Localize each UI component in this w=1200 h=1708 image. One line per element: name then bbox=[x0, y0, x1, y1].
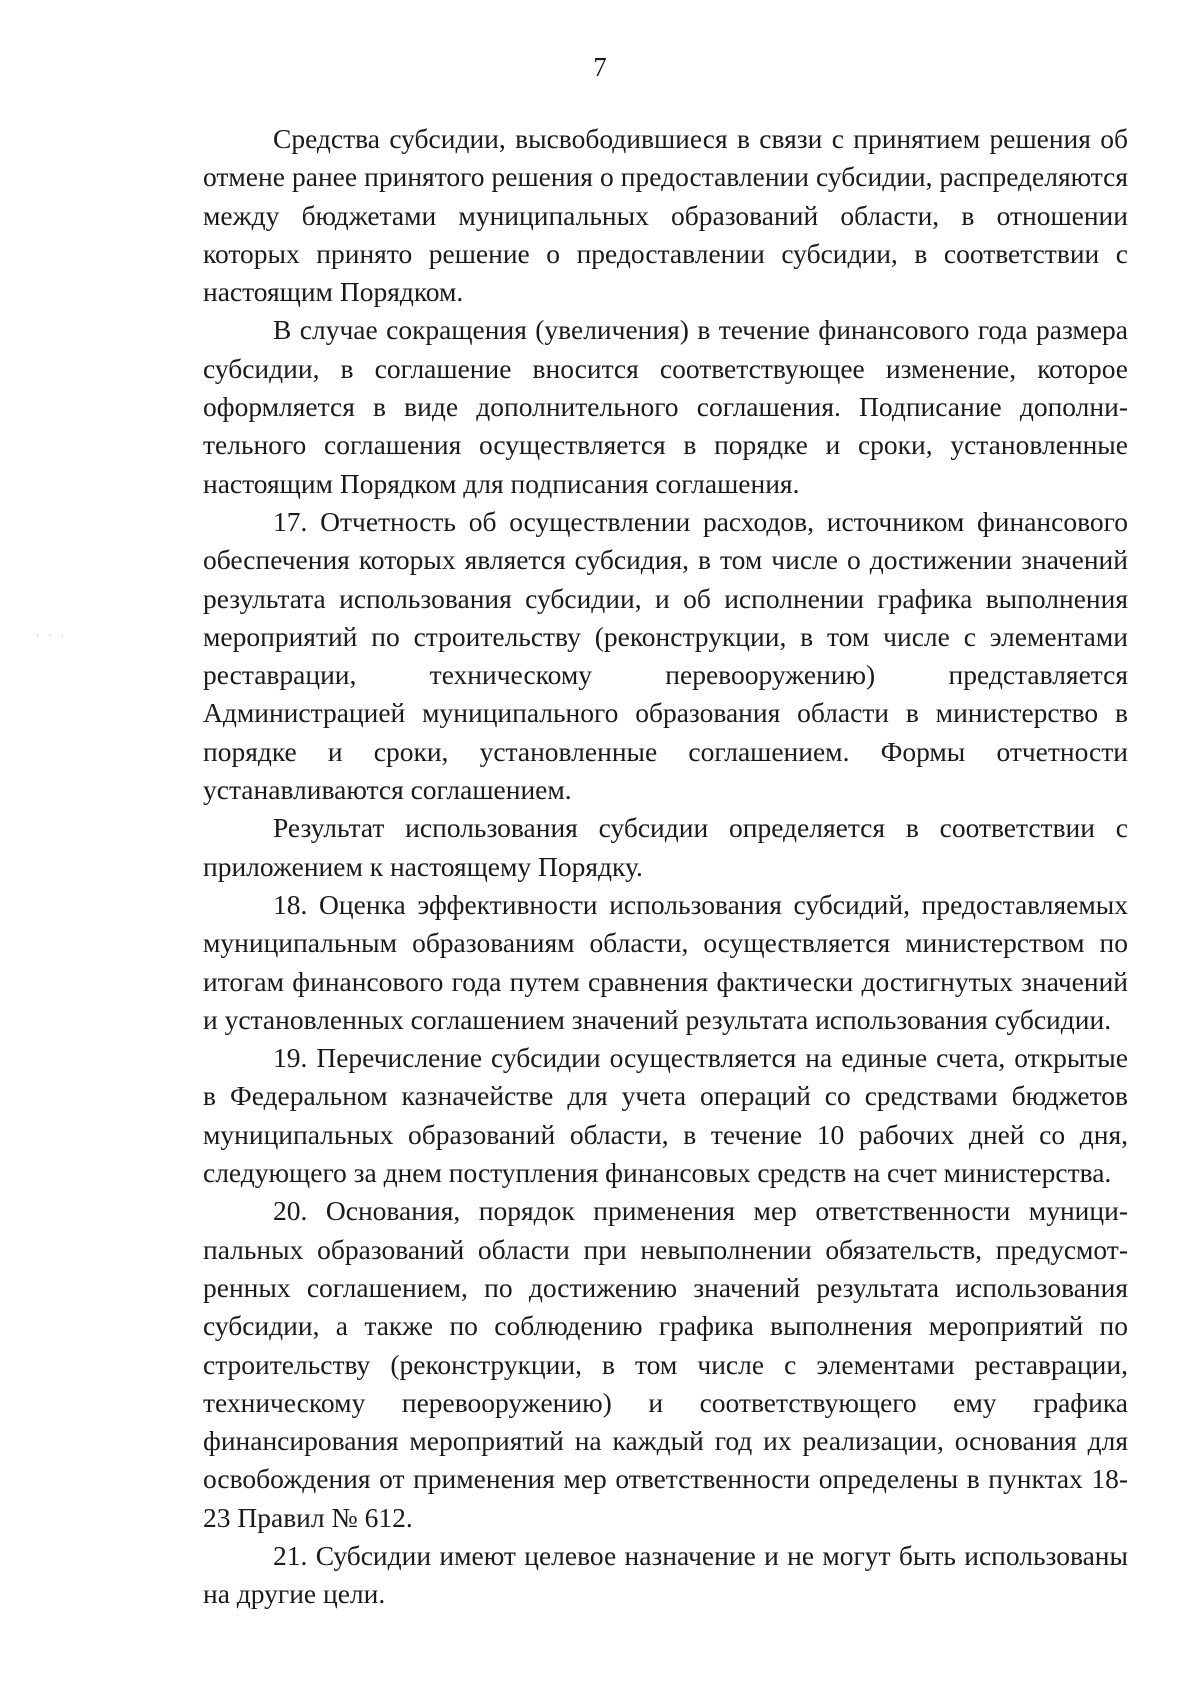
paragraph-subsidy-result: Результат использования субсидии определяется в соответствии с приложением к настоящему Порядку. bbox=[203, 812, 1128, 882]
paragraph-20-responsibility: 20. Основания, порядок применения мер ответственности муниципальных образований области при невыполнении обязательств, предусмотренных соглашением, по достижению значений результата использования субсидии, а также по соблюдению графика выполнения мероприятий по строительству (реконструкции, в том числе с элементами реставрации, техническому перевооружению) и соответствующего ему графика финансирования мероприятий на каждый год их реализации, основания для освобождения от применения мер ответственности определены в пунктах 18-23 Правил № 612. bbox=[203, 1195, 1128, 1533]
paragraph-17-reporting: 17. Отчетность об осуществлении расходов, источником финансового обеспечения которых является субсидия, в том числе о достижении значений результата использования субсидии, и об исполнении графика выполнения мероприятий по строительству (реконструкции, в том числе с элементами реставрации, техническому перевооружению) представляется Администрацией муниципального образования области в министерство в порядке и сроки, установленные соглашением. Формы отчетности устанавливаются соглашением. bbox=[203, 505, 1128, 806]
document-body bbox=[203, 120, 1128, 1614]
paragraph-21-targeted-use: 21. Субсидии имеют целевое назначение и не могут быть использованы на другие цели. bbox=[203, 1539, 1128, 1610]
paragraph-19-transfer: 19. Перечисление субсидии осуществляется на единые счета, открытые в Федеральном казначействе для учета операций со средствами бюджетов муниципальных образований области, в течение 10 рабочих дней со дня, следующего за днем поступления финансовых средств на счет министерства. bbox=[203, 1042, 1128, 1189]
paragraph-subsidy-funds-redistribution: Средства субсидии, высвободившиеся в связи с принятием решения об отмене ранее принятого решения о предоставлении субсидии, распределяются между бюджетами муниципальных образований области, в отношении которых принято решение о предоставлении субсидии, в соответствии с настоящим Порядком. bbox=[203, 123, 1128, 308]
page-number: 7 bbox=[593, 52, 607, 82]
scan-artifact: · · · bbox=[36, 631, 67, 642]
paragraph-subsidy-change: В случае сокращения (увеличения) в течение финансового года размера субсидии, в соглашение вносится соответствующее изменение, которое оформляется в виде дополнительного соглашения. Подписание дополнительного соглашения осуществляется в порядке и сроки, установленные настоящим Порядком для подписания соглашения. bbox=[203, 314, 1128, 499]
paragraph-18-efficiency-assessment: 18. Оценка эффективности использования субсидий, предоставляемых муниципальным образованиям области, осуществляется министерством по итогам финансового года путем сравнения фактически достигнутых значений и установленных соглашением значений результата использования субсидии. bbox=[203, 888, 1128, 1035]
